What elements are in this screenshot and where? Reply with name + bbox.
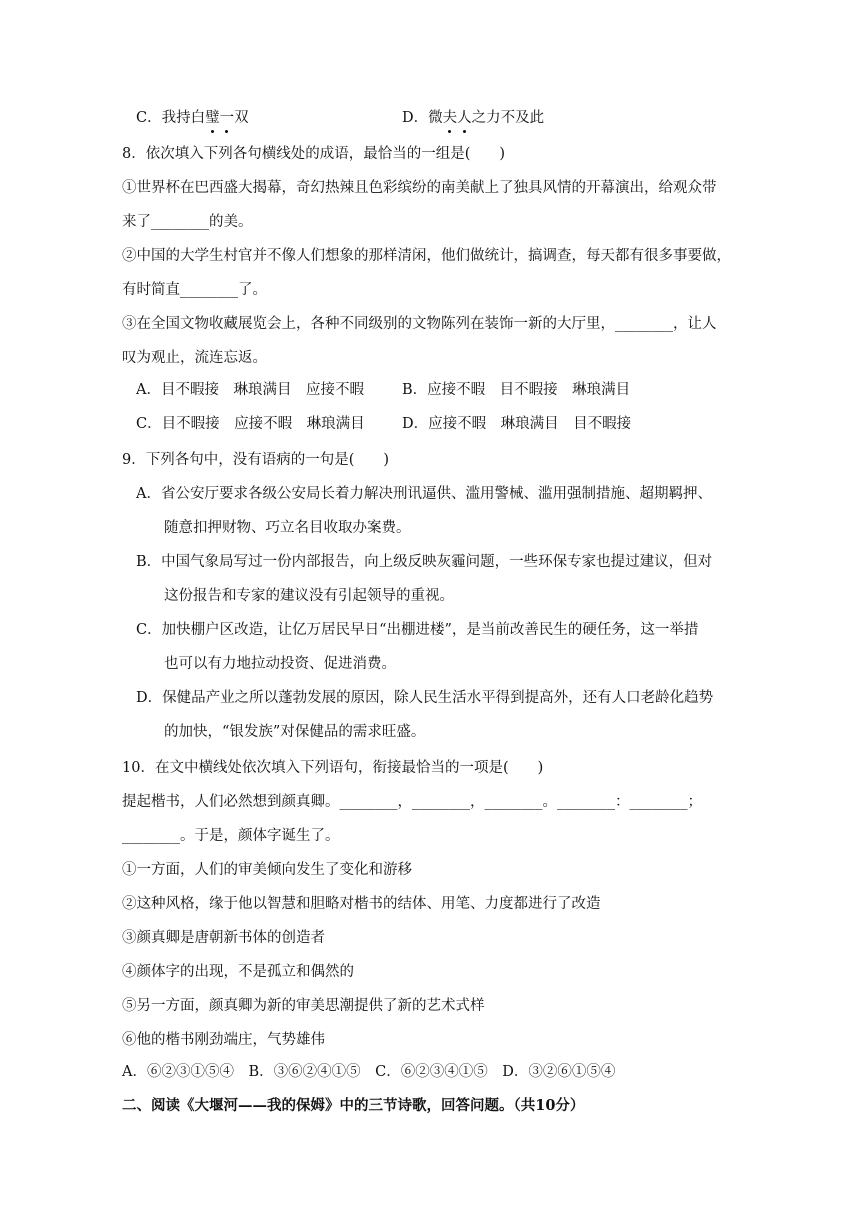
- q10-item-4: ④颜体字的出现，不是孤立和偶然的: [122, 964, 354, 980]
- q10-passage-line-2: ________。于是，颜体字诞生了。: [122, 828, 340, 844]
- q8-sentence-3-line-1: ③在全国文物收藏展览会上，各种不同级别的文物陈列在装饰一新的大厅里，________，让人: [122, 316, 717, 332]
- q9-stem: 9．下列各句中，没有语病的一句是( ): [122, 452, 390, 468]
- q9-option-b-line-1: B．中国气象局写过一份内部报告，向上级反映灰霾问题，一些环保专家也提过建议，但对: [136, 554, 713, 570]
- q8-stem: 8．依次填入下列各句横线处的成语，最恰当的一组是( ): [122, 146, 506, 162]
- emphasis-dot-char: 璧: [205, 110, 220, 126]
- q8-sentence-2-line-1: ②中国的大学生村官并不像人们想象的那样清闲，他们做统计，搞调查，每天都有很多事要做，: [122, 248, 731, 264]
- q10-item-3: ③颜真卿是唐朝新书体的创造者: [122, 930, 325, 946]
- q10-stem: 10．在文中横线处依次填入下列语句，衔接最恰当的一项是( ): [122, 760, 544, 776]
- q7-option-d: [402, 108, 544, 128]
- q10-item-1: ①一方面，人们的审美倾向发生了变化和游移: [122, 862, 412, 878]
- q8-option-d: D．应接不暇 琳琅满目 目不暇接: [402, 416, 632, 432]
- q7-option-d-text: D．微: [402, 110, 443, 126]
- q8-sentence-2-line-2: 有时简直________了。: [122, 282, 267, 298]
- q10-options: A．⑥②③①⑤④ B．③⑥②④①⑤ C．⑥②③④①⑤ D．③②⑥①⑤④: [122, 1064, 616, 1080]
- q9-option-d-line-2: 的加快，“银发族”对保健品的需求旺盛。: [164, 724, 426, 740]
- q8-option-a: A．目不暇接 琳琅满目 应接不暇: [136, 382, 364, 398]
- emphasis-dot-char: 一: [219, 110, 235, 126]
- q7-option-c-text: C．我持白: [136, 110, 206, 126]
- q7-option-c: [136, 108, 249, 128]
- q9-option-c-line-2: 也可以有力地拉动投资、促进消费。: [164, 656, 396, 672]
- emphasis-dot-char: 人: [457, 110, 472, 126]
- q8-sentence-1-line-2: 来了________的美。: [122, 214, 253, 230]
- q10-item-6: ⑥他的楷书刚劲端庄，气势雄伟: [122, 1032, 325, 1048]
- q8-option-c: C．目不暇接 应接不暇 琳琅满目: [136, 416, 365, 432]
- q8-option-b: B．应接不暇 目不暇接 琳琅满目: [402, 382, 631, 398]
- emphasis-dot-char: 夫: [442, 110, 458, 126]
- q8-sentence-3-line-2: 叹为观止，流连忘返。: [122, 350, 267, 366]
- q10-item-2: ②这种风格，缘于他以智慧和胆略对楷书的结体、用笔、力度都进行了改造: [122, 896, 601, 912]
- q9-option-a-line-2: 随意扣押财物、巧立名目收取办案费。: [164, 520, 411, 536]
- q7-option-c-tail: 双: [234, 110, 249, 126]
- q9-option-a-line-1: A．省公安厅要求各级公安局长着力解决刑讯逼供、滥用警械、滥用强制措施、超期羁押、: [136, 486, 712, 502]
- q10-item-5: ⑤另一方面，颜真卿为新的审美思潮提供了新的艺术式样: [122, 998, 485, 1014]
- q8-sentence-1-line-1: ①世界杯在巴西盛大揭幕，奇幻热辣且色彩缤纷的南美献上了独具风情的开幕演出，给观众带: [122, 180, 717, 196]
- q9-option-d-line-1: D．保健品产业之所以蓬勃发展的原因，除人民生活水平得到提高外，还有人口老龄化趋势: [136, 690, 714, 706]
- q9-option-b-line-2: 这份报告和专家的建议没有引起领导的重视。: [164, 588, 454, 604]
- q7-option-d-tail: 之力不及此: [471, 110, 545, 126]
- section-2-title: 二、阅读《大堰河——我的保姆》中的三节诗歌，回答问题。（共10分）: [122, 1097, 585, 1114]
- q9-option-c-line-1: C．加快棚户区改造，让亿万居民早日“出棚进楼”，是当前改善民生的硬任务，这一举措: [136, 622, 699, 638]
- q10-passage-line-1: 提起楷书，人们必然想到颜真卿。________，________，________。________：________；: [122, 794, 702, 810]
